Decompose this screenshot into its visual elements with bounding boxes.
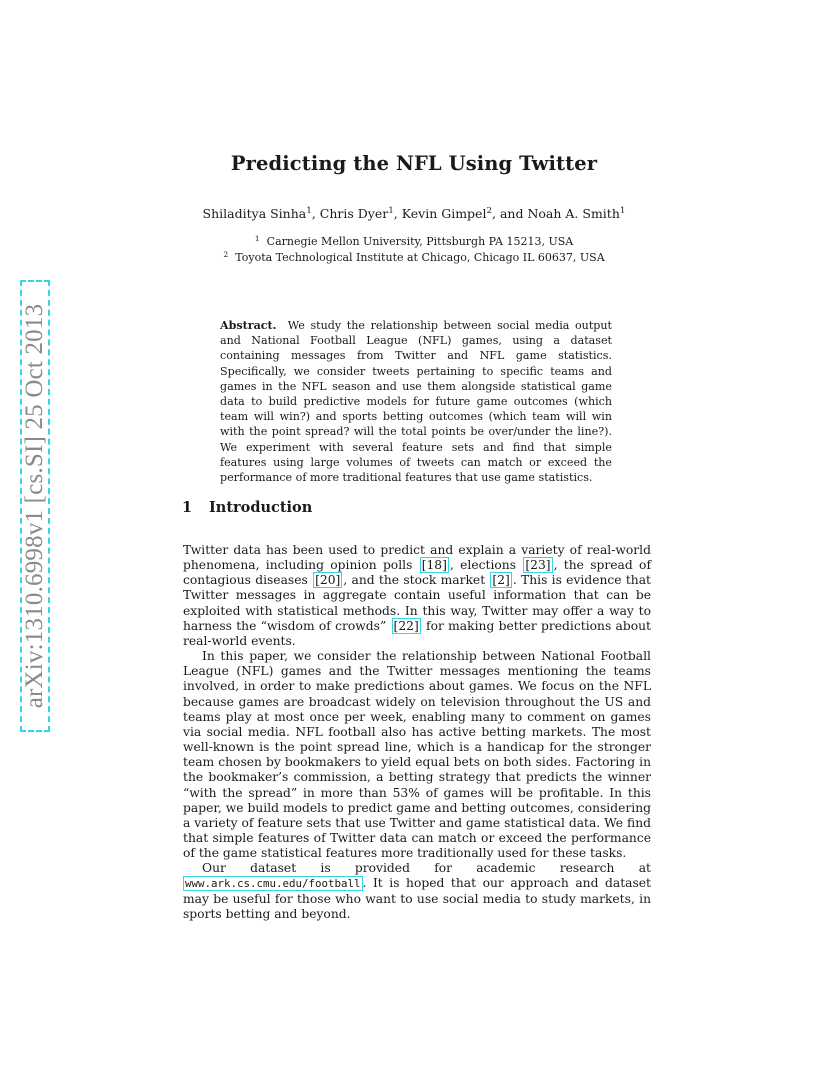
author-affiliation-mark: 1 xyxy=(619,206,626,217)
text-run: , and the stock market xyxy=(343,573,490,588)
text-run: Twitter data has been used to predict and explain a variety of real-world phenomena, including opinion polls xyxy=(183,543,651,573)
text-run: . This is evidence that Twitter messages in aggregate contain useful information that can be exploited with statistical methods. In this way, Twitter may offer a way to harness the “wisdom of crowds” xyxy=(183,573,651,633)
author-affiliation-mark: 2 xyxy=(486,206,493,217)
paper-title: Predicting the NFL Using Twitter xyxy=(230,152,598,175)
author-name: Kevin Gimpel xyxy=(401,206,487,221)
section-heading xyxy=(182,499,312,516)
text-run: , the spread of contagious diseases xyxy=(183,558,651,588)
author-name: Noah A. Smith xyxy=(527,206,620,221)
author-affiliation-mark: 1 xyxy=(388,206,394,217)
section-title: Introduction xyxy=(209,499,313,516)
citation-link[interactable]: [20] xyxy=(315,573,341,588)
paragraph xyxy=(183,861,651,922)
author-name: Chris Dyer xyxy=(319,206,389,221)
section-number: 1 xyxy=(182,499,193,516)
affiliation-mark: 1 xyxy=(254,233,260,243)
author-name: Shiladitya Sinha xyxy=(202,206,307,221)
text-run: , elections xyxy=(449,558,523,573)
arxiv-identifier-stamp[interactable]: arXiv:1310.6998v1 [cs.SI] 25 Oct 2013 xyxy=(20,280,50,732)
introduction-body xyxy=(183,543,651,922)
abstract xyxy=(220,318,612,485)
affiliation-text: Toyota Technological Institute at Chicago, Chicago IL 60637, USA xyxy=(235,251,605,264)
author-separator: , xyxy=(311,206,320,221)
citation-link[interactable]: [18] xyxy=(421,558,447,573)
text-run: Our dataset is provided for academic research at xyxy=(202,861,651,876)
author-affiliation-mark: 1 xyxy=(306,206,312,217)
affiliation-line xyxy=(0,251,828,264)
affiliation-mark: 2 xyxy=(223,249,229,259)
author-separator: , and xyxy=(492,206,528,221)
affiliation-line xyxy=(0,235,828,248)
citation-link[interactable]: [2] xyxy=(492,573,510,588)
dataset-url-link[interactable]: www.ark.cs.cmu.edu/football xyxy=(185,877,361,891)
citation-link[interactable]: [23] xyxy=(525,558,551,573)
affiliation-text: Carnegie Mellon University, Pittsburgh PA 15213, USA xyxy=(266,235,574,248)
paragraph: In this paper, we consider the relationship between National Football League (NFL) games and the Twitter messages mentioning the teams involved, in order to make predictions about games. We focus on the NFL because games are broadcast widely on television throughout the US and teams play at most once per week, enabling many to comment on games via social media. NFL football also has active betting markets. The most well-known is the point spread line, which is a handicap for the stronger team chosen by bookmakers to yield equal bets on both sides. Factoring in the bookmaker’s commission, a betting strategy that predicts the winner “with the spread” in more than 53% of games will be profitable. In this paper, we build models to predict game and betting outcomes, considering a variety of feature sets that use Twitter and game statistical data. We find that simple features of Twitter data can match or exceed the performance of the game statistical features more traditionally used for these tasks. xyxy=(183,649,651,861)
abstract-text: We study the relationship between social media output and National Football League (NFL) games, using a dataset containing messages from Twitter and NFL game statistics. Specifically, we consider tweets pertaining to specific teams and games in the NFL season and use them alongside statistical game data to build predictive models for future game outcomes (which team will win?) and sports betting outcomes (which team will win with the point spread? will the total points be over/under the line?). We experiment with several feature sets and find that simple features using large volumes of tweets can match or exceed the performance of more traditional features that use game statistics. xyxy=(220,319,612,485)
citation-link[interactable]: [22] xyxy=(393,618,419,633)
abstract-label: Abstract. xyxy=(220,319,277,332)
author-list xyxy=(0,206,828,221)
author-separator: , xyxy=(393,206,402,221)
text-run: . It is hoped that our approach and dataset may be useful for those who want to use social media to study markets, in sports betting and beyond. xyxy=(183,876,651,921)
paragraph xyxy=(183,543,651,649)
text-run: for making better predictions about real-world events. xyxy=(183,618,651,648)
